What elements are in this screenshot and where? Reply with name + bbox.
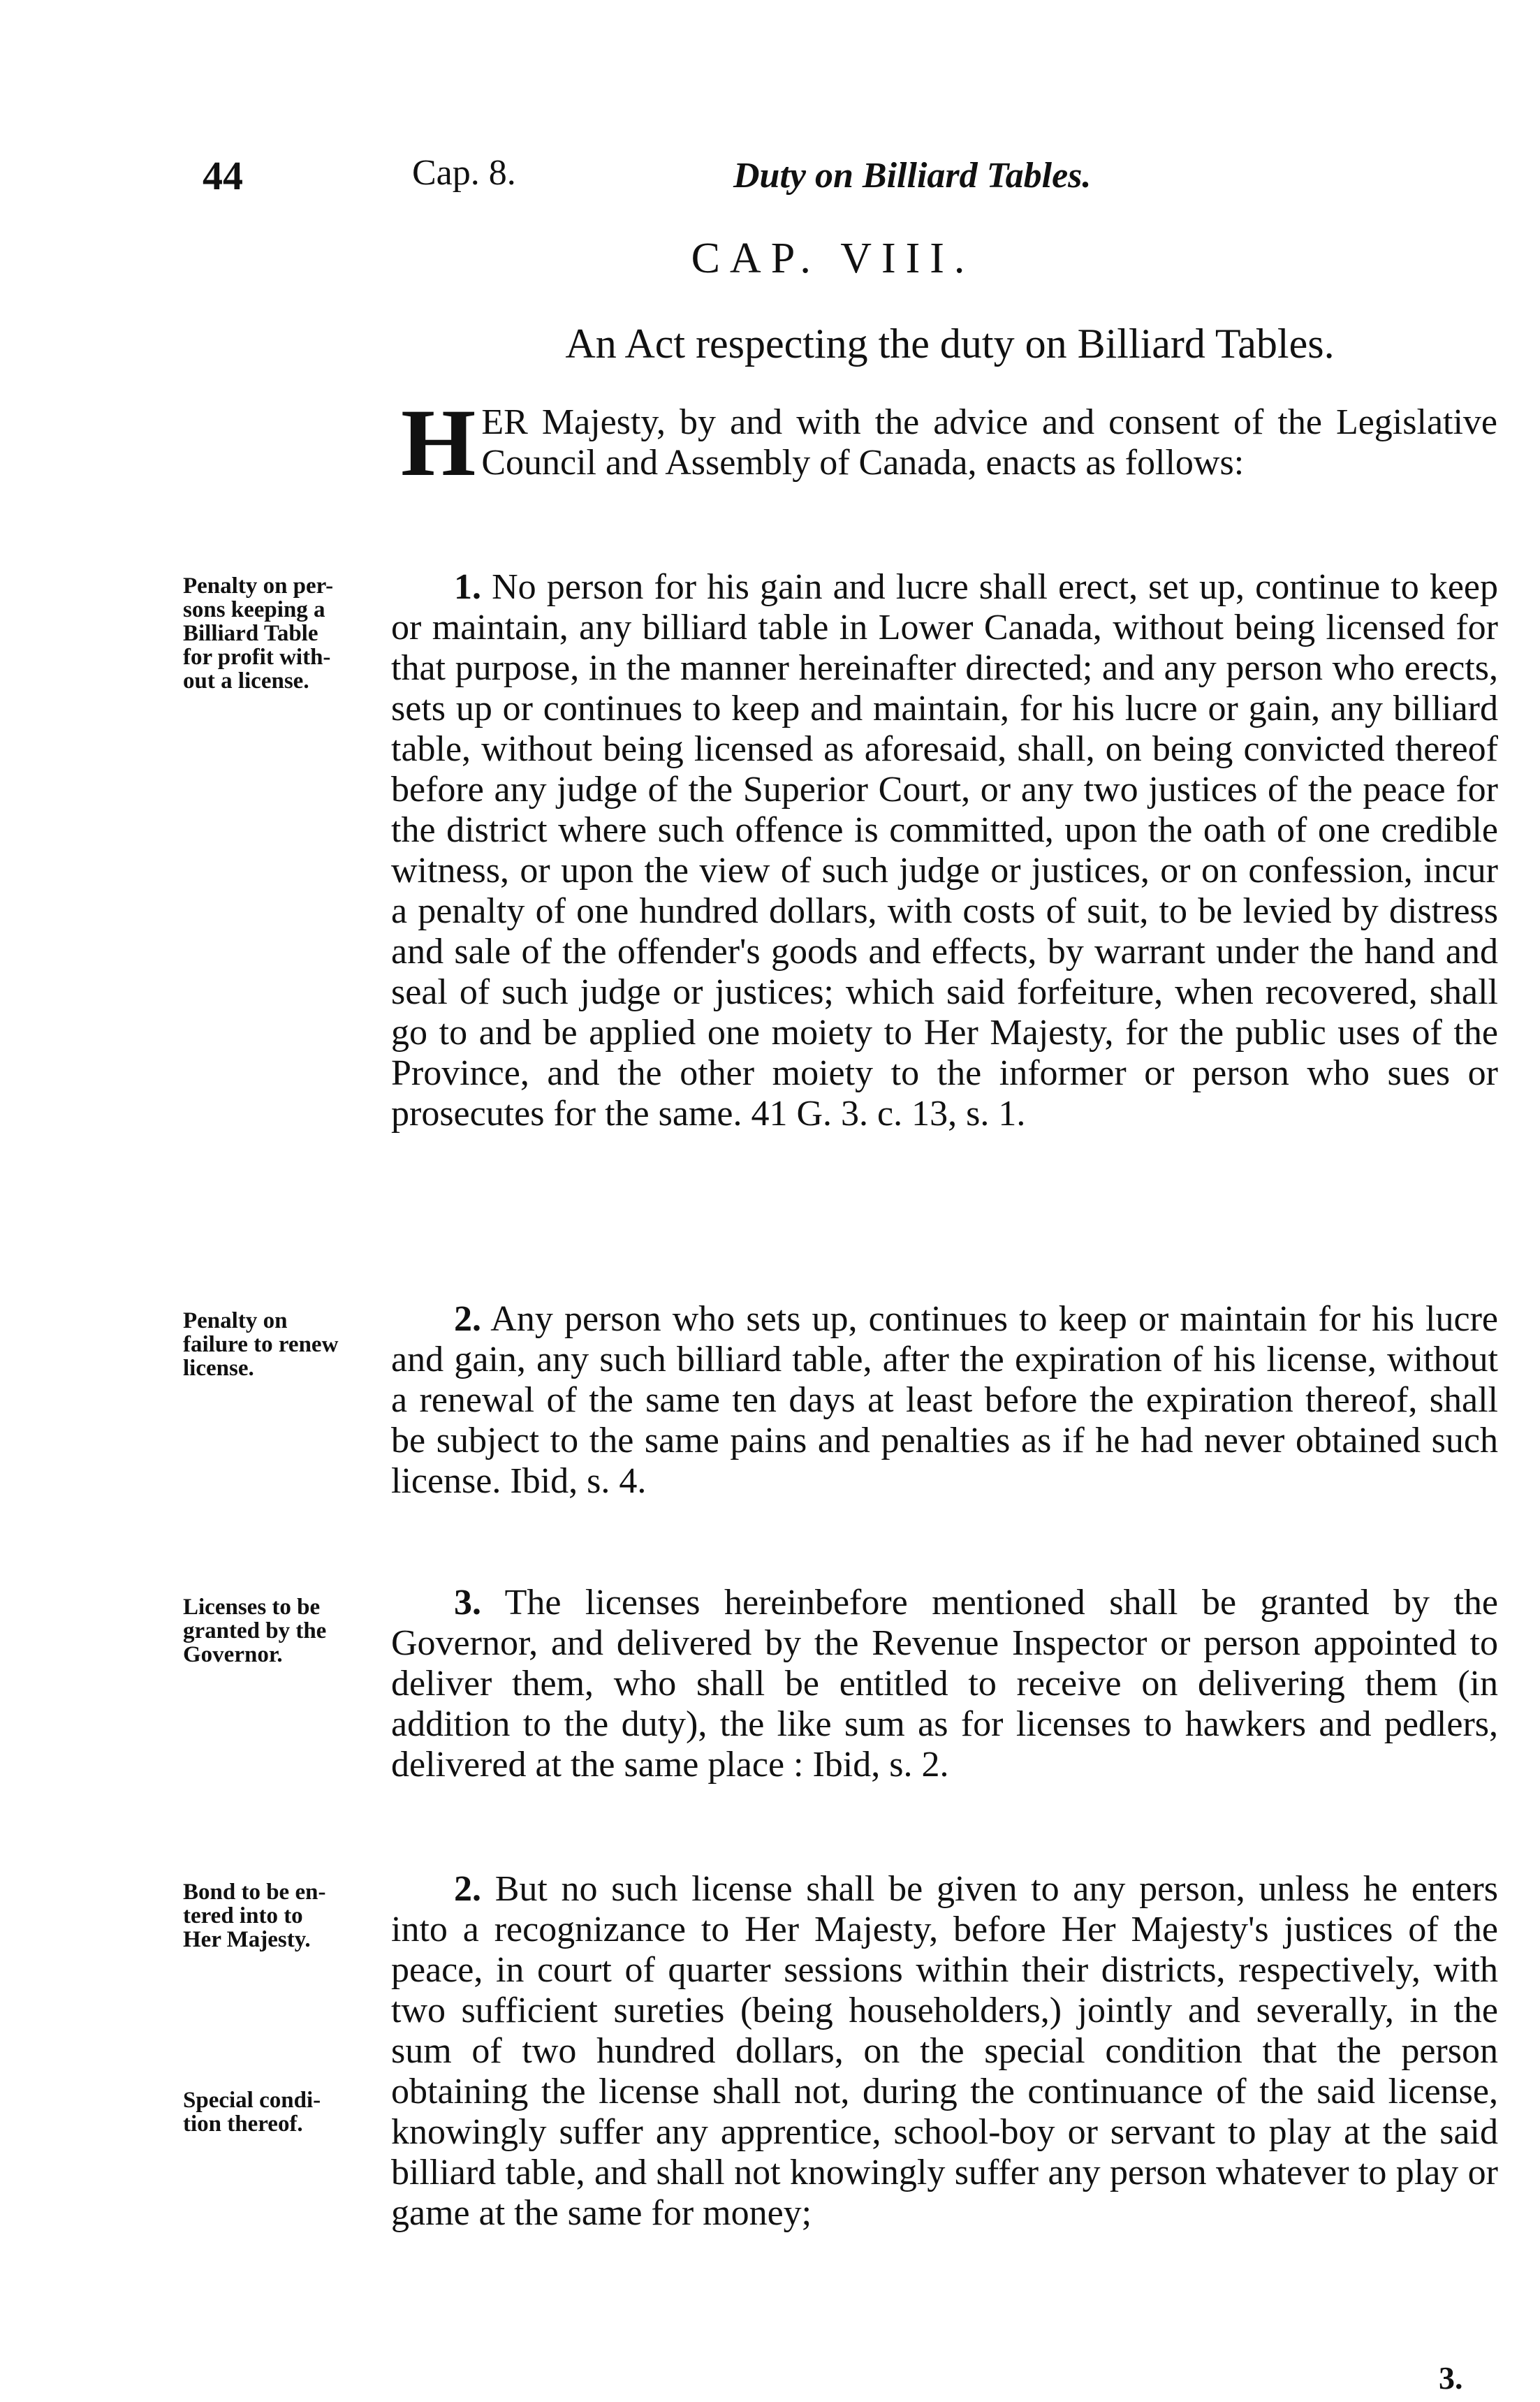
section-text: No person for his gain and lucre shall erect, set up, continue to keep or maintain, any billiard table in Lower Canada, without being licensed for that purpose, in the manner hereinafter directed; and any person who erects, sets up or continues to keep and maintain, for his lucre or gain, any billiard table, without being licensed as aforesaid, shall, on being convicted thereof before any judge of the Superior Court, or any two justices of the peace for the district where such offence is committed, upon the oath of one credible witness, or upon the view of such judge or justices, or on confession, incur a penalty of one hundred dollars, with costs of suit, to be levied by distress and sale of the offender's goods and effects, by warrant under the hand and seal of such judge or justices; which said forfeiture, when recovered, shall go to and be applied one moiety to Her Majesty, for the public uses of the Province, and the other moiety to the informer or person who sues or prosecutes for the same. 41 G. 3. c. 13, s. 1. [391, 567, 1498, 1134]
page-number: 44 [203, 153, 243, 198]
section-1 [391, 567, 1498, 1134]
section-number: 2. [454, 1869, 481, 1909]
section-2 [391, 1299, 1498, 1502]
preamble-text: ER Majesty, by and with the advice and consent of the Legislative Council and Assembly of Canada, enacts as follows: [481, 402, 1497, 483]
act-title: An Act respecting the duty on Billiard Tables. [565, 321, 1335, 367]
section-number: 3. [454, 1583, 481, 1623]
drop-cap: H [401, 389, 476, 496]
chapter-heading: CAP. VIII. [691, 235, 975, 282]
running-title: Duty on Billiard Tables. [733, 156, 1092, 196]
chapter-reference: Cap. 8. [412, 153, 516, 193]
margin-note-section-3: Licenses to be granted by the Governor. [183, 1595, 327, 1667]
section-text: But no such license shall be given to any person, unless he enters into a recognizance to Her Majesty, before Her Majesty's justices of the peace, in court of quarter sessions within their districts, respectively, with two sufficient sureties (being householders,) jointly and severally, in the sum of two hundred dollars, on the special condition that the person obtaining the license shall not, during the continuance of the said license, knowingly suffer any apprentice, school-boy or servant to play at the said billiard table, and shall not knowingly suffer any person whatever to play or game at the same for money; [391, 1869, 1499, 2233]
catchword: 3. [1439, 2360, 1463, 2396]
margin-note-section-2: Penalty on failure to renew license. [183, 1308, 339, 1381]
running-head [203, 152, 1516, 201]
subsection-2 [391, 1869, 1498, 2234]
preamble [401, 389, 1497, 496]
section-number: 1. [454, 567, 481, 607]
section-3 [391, 1583, 1498, 1785]
margin-note-subsection-2: Bond to be en- tered into to Her Majesty. [183, 1880, 326, 1952]
margin-note-section-1: Penalty on per- sons keeping a Billiard Table for profit with- out a license. [183, 573, 334, 694]
section-text: The licenses hereinbefore mentioned shall be granted by the Governor, and delivered by the Revenue Inspector or person appointed to deliver them, who shall be entitled to receive on delivering them (in addition to the duty), the like sum as for licenses to hawkers and pedlers, delivered at the same place : Ibid, s. 2. [391, 1583, 1498, 1785]
margin-note-special-condition: Special condi- tion thereof. [183, 2088, 321, 2137]
section-text: Any person who sets up, continues to keep or maintain for his lucre and gain, any such billiard table, after the expiration of his license, without a renewal of the same ten days at least before the expiration thereof, shall be subject to the same pains and penalties as if he had never obtained such license. Ibid, s. 4. [391, 1299, 1498, 1501]
section-number: 2. [454, 1299, 481, 1339]
